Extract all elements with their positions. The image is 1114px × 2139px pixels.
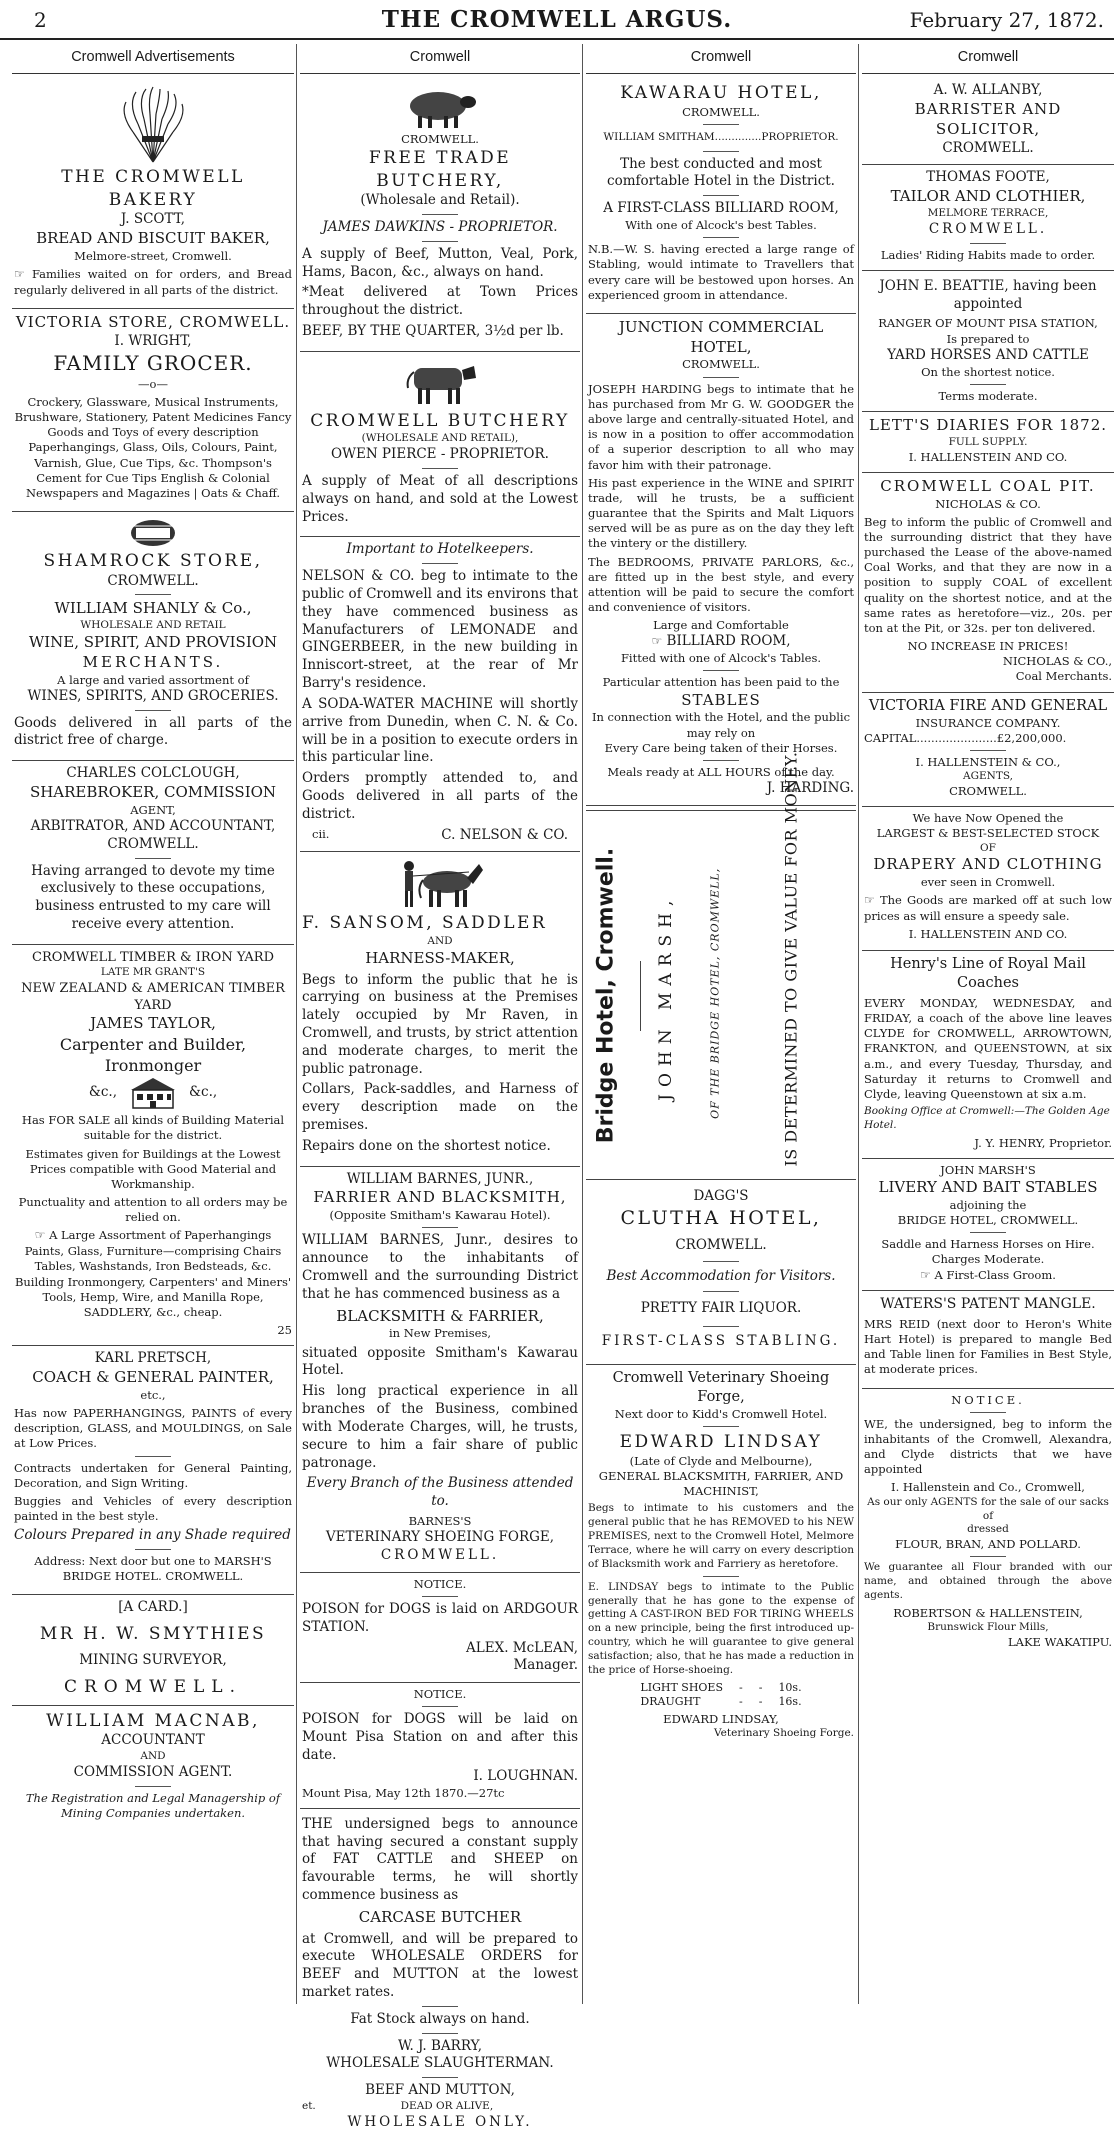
ad-text: Punctuality and attention to all orders may be relied on.: [18, 1195, 288, 1225]
ad-place: CROMWELL.: [949, 784, 1027, 799]
ad-text: Every Branch of the Business attended to.: [306, 1475, 574, 1510]
ad-subtitle: (Late of Clyde and Melbourne),: [629, 1453, 813, 1468]
price-cell: -: [739, 1695, 743, 1709]
ad-line: ARBITRATOR, AND ACCOUNTANT,: [30, 818, 276, 835]
ad-place: CROMWELL.: [682, 104, 760, 119]
price-cell: 16s.: [778, 1695, 802, 1709]
hand-pointer-icon: ☞: [864, 893, 875, 908]
ad-owner: I. HALLENSTEIN & CO.,: [915, 755, 1061, 770]
column-rule: [582, 44, 583, 2004]
ad-notice-flour: [862, 1389, 1114, 1658]
column-heading: Cromwell: [862, 44, 1114, 74]
ad-text: The Registration and Legal Managership of Mining Companies undertaken.: [25, 1790, 281, 1821]
ad-text: Has FOR SALE all kinds of Building Material suitable for the district.: [21, 1113, 285, 1143]
ad-place: CROMWELL.: [942, 139, 1034, 156]
ad-allanby: [862, 78, 1114, 165]
price-row: [632, 1695, 809, 1710]
ad-subtitle: in New Premises,: [389, 1326, 491, 1341]
price-cell: LIGHT SHOES: [640, 1680, 723, 1694]
issue-date: February 27, 1872.: [909, 8, 1104, 32]
ad-owner: I. WRIGHT,: [114, 332, 192, 349]
ad-line: Fitted with one of Alcock's Tables.: [620, 651, 822, 666]
ad-cromwell-bakery: [12, 78, 294, 309]
ad-title: CLUTHA HOTEL,: [620, 1206, 822, 1229]
ad-title: THE CROMWELL BAKERY: [61, 167, 245, 210]
ad-text: Booking Office at Cromwell:—The Golden Age Hotel.: [864, 1105, 1110, 1131]
ad-title: WATERS'S PATENT MANGLE.: [880, 1296, 1096, 1313]
ad-title: TAILOR AND CLOTHIER,: [890, 187, 1086, 206]
ad-line: ever seen in Cromwell.: [920, 875, 1056, 890]
ad-waters-mangle: [862, 1291, 1114, 1388]
ad-coal-pit: [862, 473, 1114, 693]
ad-title: VICTORIA FIRE AND GENERAL: [868, 697, 1108, 714]
ad-free-trade-butchery: [300, 78, 580, 352]
ad-title: SHAMROCK STORE,: [43, 551, 263, 572]
ad-role: Manager.: [513, 1657, 578, 1674]
ad-subtitle: Next door to Kidd's Cromwell Hotel.: [614, 1407, 828, 1422]
ad-text: Has now PAPERHANGINGS, PAINTS of every description, GLASS, and MOULDINGS, on Sale at Low Prices.: [14, 1406, 292, 1451]
ad-text: JOSEPH HARDING begs to intimate that he has purchased from Mr G. W. GOODGER the above large and centrally-situated Hotel, and is now in a position to offer accommodation of a superior description to all who may favor him with their patronage.: [588, 381, 854, 472]
ad-signature: ALEX. McLEAN,: [466, 1639, 578, 1656]
ad-trade: Carpenter and Builder, Ironmonger: [59, 1035, 247, 1076]
ad-text: Estimates given for Buildings at the Lowest Prices compatible with Good Material and Workmanship.: [25, 1146, 281, 1191]
ad-subtitle: adjoining the: [949, 1197, 1027, 1212]
house-icon: [127, 1076, 179, 1110]
ad-colclough: [12, 761, 294, 945]
ad-line: OF: [980, 841, 996, 854]
ad-trade: GENERAL BLACKSMITH, FARRIER, AND MACHINIST,: [598, 1469, 844, 1499]
ad-signature: C. NELSON & CO.: [441, 826, 568, 843]
ad-line: Particular attention has been paid to the: [602, 675, 840, 690]
ad-line: BEEF AND MUTTON,: [365, 2082, 515, 2099]
ad-barry: [300, 1809, 580, 2139]
ad-title: FARRIER AND BLACKSMITH,: [313, 1188, 567, 1207]
ad-lindsay: [586, 1365, 856, 1748]
ad-mills: Brunswick Flour Mills,: [927, 1621, 1049, 1634]
ad-name: KARL PRETSCH,: [94, 1350, 212, 1367]
ad-text: A supply of Beef, Mutton, Veal, Pork, Hams, Bacon, &c., always on hand.: [302, 245, 578, 280]
ad-subtitle: NEW ZEALAND & AMERICAN TIMBER YARD: [21, 980, 285, 1014]
column-rule: [858, 44, 859, 2004]
ad-label: [A CARD.]: [118, 1599, 188, 1616]
ad-henry-coaches: [862, 951, 1114, 1159]
ad-trade: BREAD AND BISCUIT BAKER,: [36, 228, 270, 247]
ad-title: SHAREBROKER, COMMISSION: [29, 783, 277, 802]
ad-subtitle: AGENTS,: [963, 770, 1013, 783]
column-heading: Cromwell: [300, 44, 580, 74]
ad-line: ACCOUNTANT: [101, 1732, 205, 1749]
price-cell: DRAUGHT: [640, 1695, 701, 1709]
divider: [640, 961, 641, 1031]
ad-line: STABLES: [681, 690, 761, 709]
ad-line: BILLIARD ROOM,: [666, 633, 791, 650]
ad-role: Veterinary Shoeing Forge.: [714, 1726, 854, 1739]
ad-line: Meals ready at ALL HOURS of the day.: [607, 764, 835, 779]
ad-text: N.B.—W. S. having erected a large range of Stabling, would intimate to Travellers that every care will be bestowed upon horses. An experienced groom in attendance.: [588, 242, 854, 302]
ad-subtitle: OF THE BRIDGE HOTEL, CROMWELL,: [708, 867, 722, 1119]
ad-title: DRAPERY AND CLOTHING: [873, 855, 1103, 874]
ad-place: CROMWELL.: [928, 220, 1048, 237]
ad-forge-place: CROMWELL.: [380, 1546, 500, 1563]
ad-victoria-fire: [862, 693, 1114, 808]
ad-text: A Large Assortment of Paperhangings Paints, Glass, Furniture—comprising Chairs Tables, Washstands, Iron Bedsteads, &c. Building Ironmongery, Carpenters' and Miners' Tools, Hemp, Wire, and Manilla Rope, SADDLERY, &c., cheap.: [14, 1228, 292, 1319]
ad-text: NO INCREASE IN PRICES!: [907, 639, 1069, 654]
ad-slogan: IS DETERMINED TO GIVE VALUE FOR MONEY.: [781, 751, 801, 1167]
ad-nelson: [300, 537, 580, 852]
ad-beattie: [862, 271, 1114, 412]
ad-drapery: [862, 807, 1114, 950]
ad-text: Families waited on for orders, and Bread regularly delivered in all parts of the district.: [14, 266, 293, 297]
ad-title: FREE TRADE BUTCHERY,: [368, 148, 512, 191]
ad-text: The BEDROOMS, PRIVATE PARLORS, &c., are fitted up in the best style, and every attention will be paid to secure the comfort and convenience of visitors.: [588, 554, 854, 615]
cow-icon: [400, 358, 480, 408]
ad-subtitle: etc.,: [140, 1387, 166, 1402]
ad-trade: HARNESS-MAKER,: [365, 948, 515, 967]
ad-name: JOHN MARSH'S: [940, 1162, 1036, 1177]
ad-signature: J. HARDING.: [766, 780, 854, 797]
ad-clutha-hotel: [586, 1180, 856, 1365]
ad-date: Mount Pisa, May 12th 1870.—27tc: [302, 1785, 505, 1800]
ad-owner: I. HALLENSTEIN AND CO.: [908, 927, 1068, 942]
ad-text: The Goods are marked off at such low prices as will ensure a speedy sale.: [864, 893, 1112, 924]
ad-address: Melmore-street, Cromwell.: [74, 248, 232, 263]
price-cell: -: [758, 1695, 763, 1709]
ad-subtitle: LATE MR GRANT'S: [100, 966, 206, 979]
ad-line: Every Care being taken of their Horses.: [604, 740, 838, 755]
ad-text: We guarantee all Flour branded with our name, and obtained through the above agents.: [864, 1561, 1112, 1602]
ad-text: BEEF, BY THE QUARTER, 3½d per lb.: [302, 323, 564, 340]
ad-name: WILLIAM BARNES, JUNR.,: [346, 1170, 534, 1187]
ad-text: POISON for DOGS is laid on ARDGOUR STATION.: [302, 1600, 578, 1635]
ad-sansom: [300, 852, 580, 1166]
ad-address: Address: Next door but one to MARSH'S BRIDGE HOTEL. CROMWELL.: [34, 1554, 272, 1584]
ad-name: A. W. ALLANBY,: [933, 82, 1043, 99]
ad-text: Fat Stock always on hand.: [350, 2010, 530, 2027]
ad-line: YARD HORSES AND CATTLE: [887, 346, 1089, 363]
ad-text: EVERY MONDAY, WEDNESDAY, and FRIDAY, a coach of the above line leaves CLYDE for CROMWELL, ARROWTOWN, FRANKTON, and QUEENSTOWN, at six a.m., and every Tuesday, Thursday, and Saturday it returns to Cromwell and Clyde, leaving Queenstown at six a.m.: [864, 995, 1112, 1101]
price-table: [632, 1681, 809, 1710]
ad-place: CROMWELL.: [675, 1236, 767, 1253]
ad-forge-owner: BARNES'S: [408, 1513, 472, 1528]
ad-proprietor: WILLIAM SMITHAM..............PROPRIETOR.: [603, 130, 839, 143]
ad-line: We have Now Opened the: [912, 811, 1064, 826]
page-number: 2: [34, 8, 47, 32]
ad-subtitle: (WHOLESALE AND RETAIL),: [361, 432, 519, 445]
ad-line: LARGEST & BEST-SELECTED STOCK: [876, 826, 1100, 841]
ad-place: CROMWELL.: [107, 835, 199, 852]
ad-owner: I. Hallenstein and Co., Cromwell,: [891, 1480, 1085, 1495]
ad-foote: [862, 165, 1114, 270]
ad-signature: J. Y. HENRY, Proprietor.: [974, 1135, 1112, 1150]
ad-title: LETT'S DIARIES FOR 1872.: [868, 415, 1108, 434]
ad-code: cii.: [312, 826, 330, 841]
ad-and: AND: [427, 934, 453, 947]
ad-line: COMMISSION AGENT.: [73, 1764, 233, 1781]
ad-letts-diaries: [862, 412, 1114, 473]
ad-place: CROMWELL.: [682, 357, 760, 372]
ad-title: Cromwell Veterinary Shoeing Forge,: [612, 1370, 830, 1406]
hand-pointer-icon: ☞: [34, 1228, 46, 1243]
ad-text: THE undersigned begs to announce that having secured a constant supply of FAT CATTLE and SHEEP on favourable terms, he will shortly commence business as: [302, 1815, 578, 1903]
ad-place: CROMWELL.: [63, 1676, 242, 1697]
ad-title: CROMWELL TIMBER & IRON YARD: [32, 949, 274, 965]
ad-place: BRIDGE HOTEL, CROMWELL.: [897, 1213, 1079, 1228]
ad-text: Charges Moderate.: [931, 1252, 1045, 1267]
ad-owner: I. HALLENSTEIN AND CO.: [908, 449, 1068, 464]
ad-place: LAKE WAKATIPU.: [1008, 1635, 1112, 1649]
ad-number: 25: [277, 1323, 292, 1338]
ad-text: Orders promptly attended to, and Goods delivered in all parts of the district.: [302, 770, 578, 822]
column-heading: Cromwell Advertisements: [12, 44, 294, 74]
ad-text: A FIRST-CLASS BILLIARD ROOM,: [603, 200, 839, 217]
ad-capital: CAPITAL......................£2,200,000.: [864, 730, 1067, 745]
ad-line: WINES, SPIRITS, AND GROCERIES.: [27, 687, 279, 704]
ad-trade: BLACKSMITH & FARRIER,: [336, 1306, 544, 1325]
sheep-icon: [400, 84, 480, 130]
ad-etc: &c.,: [189, 1084, 218, 1101]
ad-marsh-livery: [862, 1159, 1114, 1291]
ad-heading: Important to Hotelkeepers.: [346, 541, 534, 558]
ad-owner: DAGG'S: [693, 1187, 749, 1204]
ad-signature: I. LOUGHNAN.: [473, 1767, 578, 1784]
column-1: [12, 44, 294, 2004]
ad-name: THOMAS FOOTE,: [926, 169, 1050, 186]
ad-title: BARRISTER AND SOLICITOR,: [914, 99, 1062, 138]
ad-owner: NICHOLAS & CO.: [935, 496, 1041, 511]
ad-subtitle: AGENT,: [130, 802, 176, 817]
ad-text: dressed: [967, 1523, 1009, 1536]
sheaf-icon: [108, 84, 198, 164]
ad-cromwell-butchery: [300, 352, 580, 538]
ad-text: Buggies and Vehicles of every description painted in the best style.: [14, 1493, 292, 1524]
ad-text: Best Accommodation for Visitors.: [606, 1267, 836, 1284]
ad-subtitle: INSURANCE COMPANY.: [915, 715, 1061, 730]
ad-trade: WINE, SPIRIT, AND PROVISION: [28, 633, 278, 652]
ad-title: CROMWELL BUTCHERY: [310, 410, 570, 431]
ad-heading: NOTICE.: [413, 1687, 467, 1702]
ad-text: Having arranged to devote my time exclusively to these occupations, business entrusted to my care will receive every attention.: [31, 862, 275, 933]
ad-title: COACH & GENERAL PAINTER,: [32, 1368, 274, 1387]
ad-shamrock-store: [12, 512, 294, 761]
ad-title: Henry's Line of Royal Mail Coaches: [890, 955, 1086, 991]
ad-heading: NOTICE.: [951, 1392, 1025, 1407]
ad-title: CROMWELL COAL PIT.: [880, 476, 1096, 495]
ad-text: FIRST-CLASS STABLING.: [601, 1333, 841, 1350]
price-cell: -: [758, 1680, 763, 1694]
ad-text: As our only AGENTS for the sale of our sacks of: [867, 1495, 1109, 1522]
horse-groom-icon: [395, 858, 485, 910]
ad-text: WILLIAM BARNES, Junr., desires to announce to the inhabitants of Cromwell and the surrounding District that he has commenced business as a: [302, 1232, 578, 1302]
ad-text: Repairs done on the shortest notice.: [302, 1137, 551, 1154]
price-cell: -: [739, 1680, 743, 1694]
ad-owner: WILLIAM SHANLY & Co.,: [54, 599, 252, 618]
ad-heading: NOTICE.: [413, 1576, 467, 1591]
ad-junction-hotel: [586, 314, 856, 806]
ad-barnes: [300, 1167, 580, 1573]
ad-text: With one of Alcock's best Tables.: [625, 218, 817, 233]
ad-pretsch: [12, 1346, 294, 1595]
ad-title: VICTORIA STORE, CROMWELL.: [15, 312, 291, 331]
ad-text: *Meat delivered at Town Prices throughout the district.: [302, 284, 578, 319]
ad-notice-ardgour: [300, 1573, 580, 1683]
ad-text: His long practical experience in all branches of the Business, combined with Moderate Charges, will, he trusts, secure to him a fair share of public patronage.: [302, 1383, 578, 1471]
ad-line: A large and varied assortment of: [57, 672, 249, 687]
ad-subtitle: (Wholesale and Retail).: [360, 192, 520, 209]
masthead: [0, 0, 1114, 40]
ad-separator: —o—: [138, 376, 168, 391]
newspaper-title: THE CROMWELL ARGUS.: [381, 6, 733, 33]
ad-text: Begs to intimate to his customers and the general public that he has REMOVED to his NEW PREMISES, next to the Cromwell Hotel, Melmore Terrace, where he will carry on every description of Blacksmith work and Farriery as heretofore.: [588, 1502, 854, 1570]
ad-line: Large and Comfortable: [653, 618, 789, 633]
ad-trade: CARCASE BUTCHER: [358, 1907, 522, 1926]
ad-line: In connection with the Hotel, and the public may rely on: [591, 710, 851, 740]
ad-text: Goods delivered in all parts of the district free of charge.: [14, 714, 292, 749]
ad-code: et.: [302, 2100, 316, 2113]
ad-title: KAWARAU HOTEL,: [620, 83, 822, 104]
ad-name: CHARLES COLCLOUGH,: [66, 765, 240, 782]
ad-trade: MINING SURVEYOR,: [79, 1651, 227, 1668]
column-4: [862, 44, 1114, 2004]
ad-text: WE, the undersigned, beg to inform the inhabitants of the Cromwell, Alexandra, and Clyde districts that we have appointed: [864, 1416, 1112, 1477]
ad-notice-mount-pisa: [300, 1683, 580, 1809]
ad-text: Beg to inform the public of Cromwell and the surrounding district that they have purchased the Lease of the above-named Coal Works, and that they are now in a position to supply COAL of excellent quality on the shortest notice, and at the same rates as heretofore—viz., 20s. per ton at the Pit, or 32s. per ton delivered.: [864, 514, 1112, 635]
ad-owner: OWEN PIERCE - PROPRIETOR.: [331, 446, 549, 463]
ad-macnab: [12, 1706, 294, 1831]
ad-signature: ROBERTSON & HALLENSTEIN,: [893, 1605, 1083, 1620]
ad-line: WHOLESALE ONLY.: [347, 2113, 533, 2130]
column-3: [586, 44, 856, 2004]
ad-place: CROMWELL.: [401, 132, 479, 147]
ad-text: at Cromwell, and will be prepared to execute WHOLESALE ORDERS for BEEF and MUTTON at the lowest market rates.: [302, 1930, 578, 2001]
ad-title: Bridge Hotel, Cromwell.: [593, 847, 619, 1144]
column-heading: Cromwell: [586, 44, 856, 74]
ad-text: situated opposite Smitham's Kawarau Hotel.: [302, 1344, 578, 1379]
ad-title: F. SANSOM, SADDLER: [302, 913, 548, 934]
ad-line: RANGER OF MOUNT PISA STATION,: [878, 316, 1098, 331]
barrel-icon: [130, 518, 176, 548]
ad-trade: MERCHANTS.: [82, 652, 224, 671]
hand-pointer-icon: ☞: [651, 634, 663, 649]
ad-subtitle: FULL SUPPLY.: [948, 435, 1028, 448]
ad-line: AND: [140, 1750, 166, 1763]
price-cell: 10s.: [778, 1680, 802, 1694]
ad-role: WHOLESALE SLAUGHTERMAN.: [326, 2055, 554, 2072]
hand-pointer-icon: ☞: [14, 266, 25, 281]
ad-title: JUNCTION COMMERCIAL HOTEL,: [618, 317, 824, 356]
ad-trade: FAMILY GROCER.: [53, 351, 253, 376]
ad-text: Ladies' Riding Habits made to order.: [880, 247, 1096, 262]
ad-text: MRS REID (next door to Heron's White Hart Hotel) is prepared to mangle Bed and Table linen for Families in Best Style, at moderate prices.: [864, 1316, 1112, 1377]
price-row: [632, 1681, 809, 1696]
ad-subtitle: WHOLESALE AND RETAIL: [80, 619, 226, 632]
ad-text: PRETTY FAIR LIQUOR.: [640, 1300, 802, 1317]
ad-text: A supply of Meat of all descriptions always on hand, and sold at the Lowest Prices.: [302, 472, 578, 525]
ad-kawarau-hotel: [586, 78, 856, 314]
column-rule: [296, 44, 297, 2004]
ad-text: His past experience in the WINE and SPIRIT trade, will he trusts, be a sufficient guarantee that the Spirits and Malt Liquors served will be as pure as on the day they left the vintery or the distillery.: [588, 475, 854, 551]
ad-text: E. LINDSAY begs to intimate to the Public generally that he has gone to the expense of getting A CAST-IRON BED FOR TIRING WHEELS on a new principle, being the first introduced up-country, which he will guarantee to give general satisfaction; also, that he has made a reduction in the price of Horse-shoeing.: [588, 1580, 854, 1676]
ad-line: DEAD OR ALIVE,: [400, 2100, 494, 2113]
ad-line: Is prepared to: [946, 331, 1030, 346]
ad-text: Colours Prepared in any Shade required: [14, 1527, 291, 1544]
ad-owner: J. SCOTT,: [120, 211, 186, 227]
ad-line: On the shortest notice.: [921, 364, 1055, 379]
ad-address: MELMORE TERRACE,: [927, 206, 1049, 219]
ad-text: NELSON & CO. beg to intimate to the public of Cromwell and its environs that they have commenced business as Manufacturers of LEMONADE and GINGERBEER, in the new building in Inniscort-street, at the rear of Mr Barry's residence.: [302, 568, 578, 692]
ad-subtitle: (Opposite Smitham's Kawarau Hotel).: [329, 1208, 551, 1223]
ad-smythies: [12, 1595, 294, 1706]
ad-place: CROMWELL.: [107, 572, 199, 589]
ad-text: Collars, Pack-saddles, and Harness of every description made on the premises.: [302, 1081, 578, 1133]
ad-text: POISON for DOGS will be laid on Mount Pisa Station on and after this date.: [302, 1711, 578, 1763]
ad-timber-yard: [12, 945, 294, 1346]
ad-text: A First-Class Groom.: [934, 1267, 1056, 1282]
ad-signature: EDWARD LINDSAY,: [663, 1711, 779, 1726]
ad-name: W. J. BARRY,: [397, 2037, 483, 2054]
ad-title: LIVERY AND BAIT STABLES: [878, 1178, 1098, 1197]
ad-text: Begs to inform the public that he is carrying on business at the Premises lately occupied by Mr Raven, in Cromwell, and trusts, by strict attention and moderate charges, to merit the public patronage.: [302, 971, 578, 1077]
ad-signature: NICHOLAS & CO.,: [1002, 654, 1112, 669]
ad-text: Crockery, Glassware, Musical Instruments, Brushware, Stationery, Patent Medicines Fancy Goods and Toys of every description Paperhangings, Glass, Oils, Colours, Paint, Varnish, Glue, Cue Tips, &c. Thompson's Cement for Cue Tips English & Colonial Newspapers and Magazines | Oats & Chaff.: [14, 394, 292, 500]
ad-text: JOHN E. BEATTIE, having been appointed: [879, 277, 1097, 312]
column-2: [300, 44, 580, 2130]
ad-name: WILLIAM MACNAB,: [46, 1710, 260, 1731]
ad-text: Saddle and Harness Horses on Hire.: [881, 1237, 1095, 1252]
ad-line: Terms moderate.: [938, 388, 1038, 403]
hand-pointer-icon: ☞: [920, 1267, 931, 1282]
ad-forge-name: VETERINARY SHOEING FORGE,: [325, 1529, 555, 1546]
ad-etc: &c.,: [88, 1084, 117, 1101]
ad-text: Contracts undertaken for General Painting, Decoration, and Sign Writing.: [14, 1460, 292, 1490]
ad-name: EDWARD LINDSAY: [619, 1432, 823, 1453]
ad-role: Coal Merchants.: [1015, 669, 1112, 684]
ad-owner: JAMES DAWKINS - PROPRIETOR.: [322, 218, 558, 235]
ad-name: MR H. W. SMYTHIES: [39, 1624, 267, 1645]
ad-text: FLOUR, BRAN, AND POLLARD.: [895, 1537, 1081, 1552]
ad-victoria-store: [12, 309, 294, 512]
ad-text: A SODA-WATER MACHINE will shortly arrive from Dunedin, when C. N. & Co. will be in a position to execute orders in this particular line.: [302, 695, 578, 766]
ad-text: The best conducted and most comfortable Hotel in the District.: [607, 155, 835, 190]
ad-owner: JOHN MARSH,: [655, 893, 676, 1101]
ad-owner: JAMES TAYLOR,: [90, 1014, 216, 1033]
